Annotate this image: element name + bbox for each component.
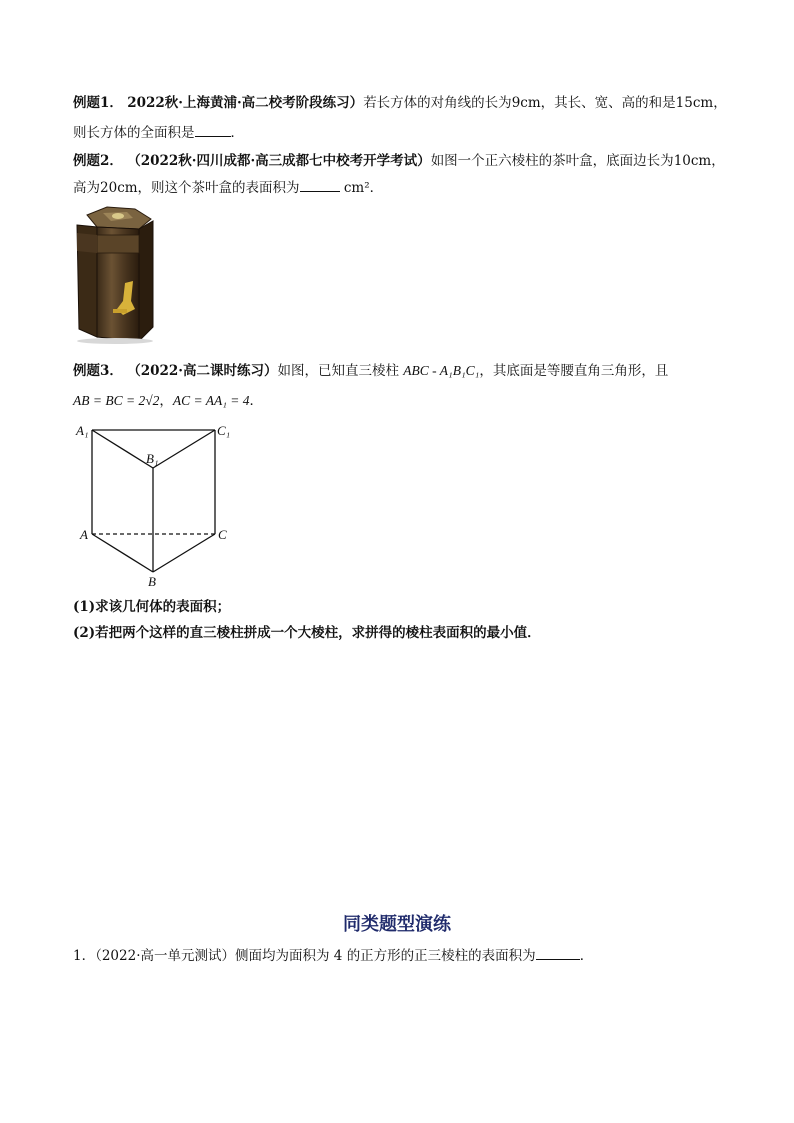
- practice-text: 侧面均为面积为: [235, 948, 330, 964]
- example3-line1: [73, 362, 668, 380]
- example2-edge: 10: [673, 153, 691, 169]
- example3-prism-name: ABC - A₁B₁C₁: [403, 363, 480, 378]
- example1-question: 则长方体的全面积是: [73, 125, 195, 141]
- example1-label: 例题1．: [73, 95, 123, 111]
- example2-unit: cm，: [690, 153, 725, 169]
- example3-source: （2022·高二课时练习）: [127, 363, 278, 379]
- question-1: (1)求该几何体的表面积；: [73, 599, 231, 615]
- example1-diagonal: 9: [511, 95, 521, 111]
- example1-source: 2022秋·上海黄浦·高二校考阶段练习）: [127, 95, 364, 111]
- example3-line2: [73, 392, 263, 410]
- edge-a1b1: [92, 430, 153, 468]
- example2-line2: [73, 178, 383, 197]
- prism-diagram: [72, 418, 252, 590]
- question-2: (2)若把两个这样的直三棱柱拼成一个大棱柱，求拼得的棱柱表面积的最小值．: [73, 625, 541, 641]
- tea-box-photo: [73, 205, 158, 345]
- edge-ab: [92, 534, 153, 572]
- vertex-b-label: B: [148, 574, 156, 589]
- vertex-a1-label: A₁: [76, 423, 89, 438]
- practice-1: [73, 946, 593, 965]
- example3-text-a: 如图，已知直三棱柱: [277, 363, 399, 379]
- example1-line2: [73, 123, 244, 142]
- answer-blank[interactable]: [300, 178, 340, 192]
- practice-text2: 的正方形的正三棱柱的表面积为: [346, 948, 536, 964]
- example1-text: 若长方体的对角线的长为: [363, 95, 512, 111]
- example2-unit-end: cm²．: [343, 180, 384, 196]
- example1-unit2: cm，: [692, 95, 727, 111]
- vertex-c1-label: C₁: [217, 423, 231, 438]
- edge-c1b1: [153, 430, 215, 468]
- vertex-a-label: A: [80, 527, 88, 542]
- section-title: 同类题型演练: [343, 914, 451, 935]
- vertex-c-label: C: [218, 527, 227, 542]
- example1-unit1: cm，其长、宽、高的和是: [520, 95, 676, 111]
- practice-end: ．: [579, 948, 594, 964]
- example3-condition2: AC = AA₁ = 4: [172, 393, 250, 408]
- example1-end: ．: [230, 125, 244, 141]
- example2-label: 例题2．: [73, 153, 123, 169]
- example2-height: 20: [100, 180, 118, 196]
- example1-line1: [73, 94, 727, 112]
- edge-cb: [153, 534, 215, 572]
- practice-area: 4: [333, 948, 343, 964]
- practice-source: （2022·高一单元测试）: [95, 948, 235, 964]
- vertex-b1-label: B₁: [146, 451, 159, 466]
- practice-number: 1．: [73, 948, 96, 964]
- example2-height-label: 高为: [73, 180, 100, 196]
- answer-blank[interactable]: [195, 123, 231, 137]
- example3-text-b: ，其底面是等腰直角三角形，且: [479, 363, 669, 379]
- example1-sum: 15: [675, 95, 693, 111]
- example2-line1: [73, 152, 725, 170]
- example2-source: （2022秋·四川成都·高三成都七中校考开学考试）: [127, 153, 431, 169]
- example3-end: ．: [249, 393, 264, 409]
- example3-condition1: AB = BC = 2√2: [73, 393, 160, 408]
- example3-label: 例题3．: [73, 363, 123, 379]
- example3-separator: ，: [159, 393, 173, 409]
- example2-text: 如图一个正六棱柱的茶叶盒，底面边长为: [430, 153, 674, 169]
- answer-blank[interactable]: [536, 946, 580, 960]
- example2-question: cm，则这个茶叶盒的表面积为: [117, 180, 300, 196]
